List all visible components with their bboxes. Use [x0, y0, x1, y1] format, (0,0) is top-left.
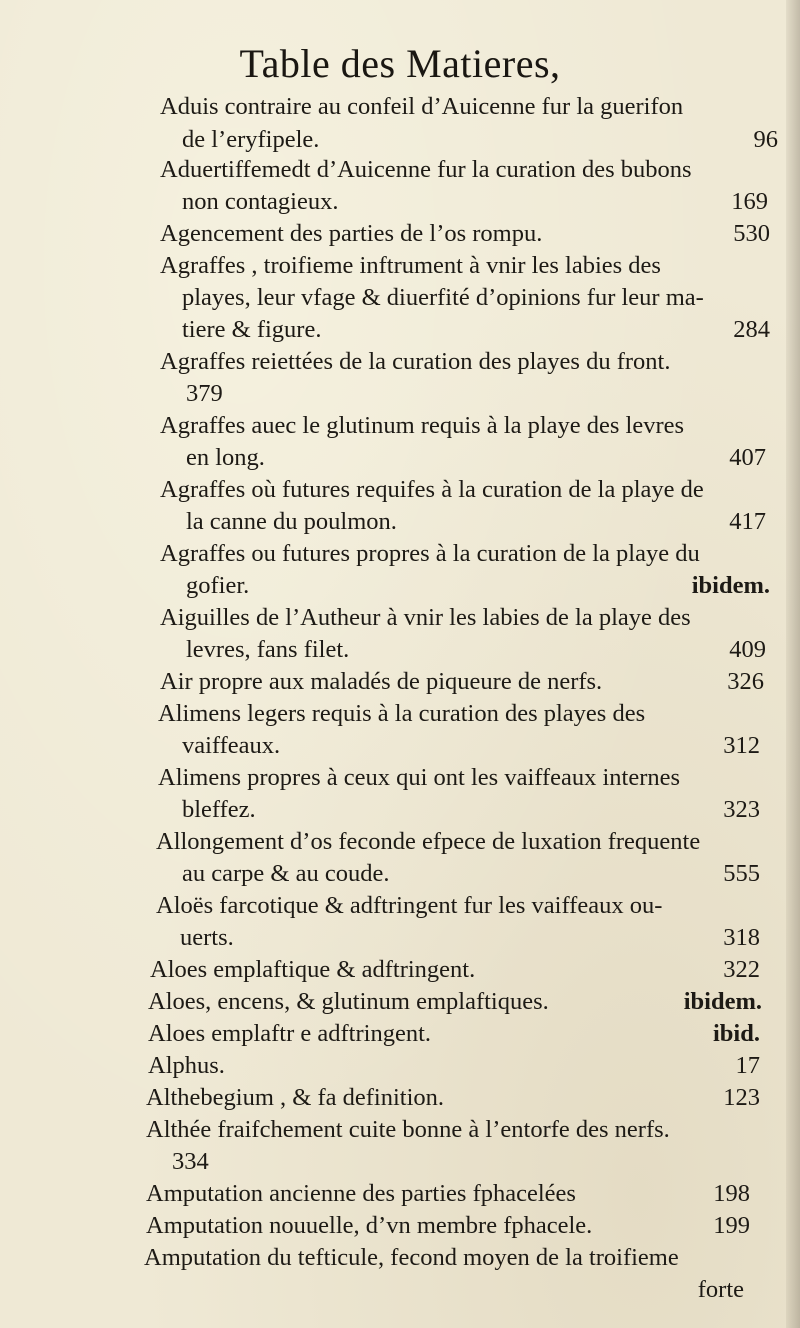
- entry-line: Agraffes où futures requifes à la curation de la playe de: [160, 476, 704, 503]
- page-number: 530: [733, 220, 770, 247]
- entry-line: Agraffes auec le glutinum requis à la playe des levres: [160, 412, 685, 439]
- entry-line: bleffez.: [182, 796, 256, 823]
- page-edge-shadow: [786, 0, 800, 1328]
- entry-line: Agraffes , troifieme inftrument à vnir les labies des: [160, 252, 661, 279]
- entry-line: Amputation du tefticule, fecond moyen de la troifieme: [144, 1244, 679, 1271]
- entry-line: Alphus.: [148, 1052, 225, 1079]
- entry-line: non contagieux.: [182, 188, 339, 215]
- page-number: 17: [735, 1052, 760, 1079]
- page-number: 123: [723, 1084, 760, 1111]
- entry-line: playes, leur vfage & diuerfité d’opinions fur leur ma-: [182, 284, 704, 311]
- page-number: 284: [733, 316, 770, 343]
- page-number: 407: [729, 444, 766, 471]
- entry-line: levres, fans filet.: [186, 636, 350, 663]
- entry-text: Aduis contraire au confeil d’Auicenne fur la guerifon: [160, 93, 684, 120]
- page-number: 169: [731, 188, 768, 215]
- page-number: 323: [723, 796, 760, 823]
- entry-line: Agencement des parties de l’os rompu.: [160, 220, 543, 247]
- entry-line: vaiffeaux.: [182, 732, 281, 759]
- entry-line: Aduertiffemedt d’Auicenne fur la curation des bubons: [160, 156, 692, 183]
- entry-line: Agraffes ou futures propres à la curation de la playe du: [160, 540, 700, 567]
- page-number: ibid.: [713, 1020, 760, 1047]
- entry-line: [160, 90, 788, 124]
- entry-line: au carpe & au coude.: [182, 860, 390, 887]
- page-number: 312: [723, 732, 760, 759]
- page-title: Table des Matieres,: [239, 41, 561, 86]
- entry-line: Air propre aux maladés de piqueure de nerfs.: [160, 668, 603, 695]
- entry-line: Amputation ancienne des parties fphacelées: [146, 1180, 576, 1207]
- entry-line: en long.: [186, 444, 265, 471]
- entry-line: Alimens propres à ceux qui ont les vaiffeaux internes: [158, 764, 681, 791]
- page-number: ibidem.: [691, 572, 770, 599]
- page-number: 326: [727, 668, 764, 695]
- entry-line: la canne du poulmon.: [186, 508, 397, 535]
- entry-line: tiere & figure.: [182, 316, 322, 343]
- page-number: ibidem.: [683, 988, 762, 1015]
- page-number: 417: [729, 508, 766, 535]
- entry-line: Alimens legers requis à la curation des playes des: [158, 700, 646, 727]
- entry-line: 379: [186, 380, 223, 407]
- page-number: 322: [723, 956, 760, 983]
- entry-line: Althée fraifchement cuite bonne à l’entorfe des nerfs.: [146, 1116, 670, 1143]
- entry-line: uerts.: [180, 924, 234, 951]
- entry-line: Aloes emplaftr e adftringent.: [148, 1020, 432, 1047]
- entry-line: Allongement d’os feconde efpece de luxation frequente: [156, 828, 701, 855]
- page-number: 409: [729, 636, 766, 663]
- page-number: 199: [713, 1212, 750, 1239]
- entry-line: de l’eryfipele.: [182, 126, 320, 153]
- page-number: 96: [753, 126, 778, 153]
- entry-line: Aloës farcotique & adftringent fur les vaiffeaux ou-: [156, 892, 663, 919]
- entry-line: gofier.: [186, 572, 250, 599]
- entry-line: Agraffes reiettées de la curation des playes du front.: [160, 348, 671, 375]
- page-number: 555: [723, 860, 760, 887]
- page-number: 198: [713, 1180, 750, 1207]
- entry-line: Althebegium , & fa definition.: [146, 1084, 445, 1111]
- entry-line: Amputation nouuelle, d’vn membre fphacele.: [146, 1212, 593, 1239]
- entry-line: Aiguilles de l’Autheur à vnir les labies de la playe des: [160, 604, 691, 631]
- entry-line: Aloes, encens, & glutinum emplaftiques.: [148, 988, 549, 1015]
- entry-line: forte: [697, 1276, 744, 1303]
- page-number: 318: [723, 924, 760, 951]
- entry-line: 334: [172, 1148, 209, 1175]
- entry-line: Aloes emplaftique & adftringent.: [150, 956, 476, 983]
